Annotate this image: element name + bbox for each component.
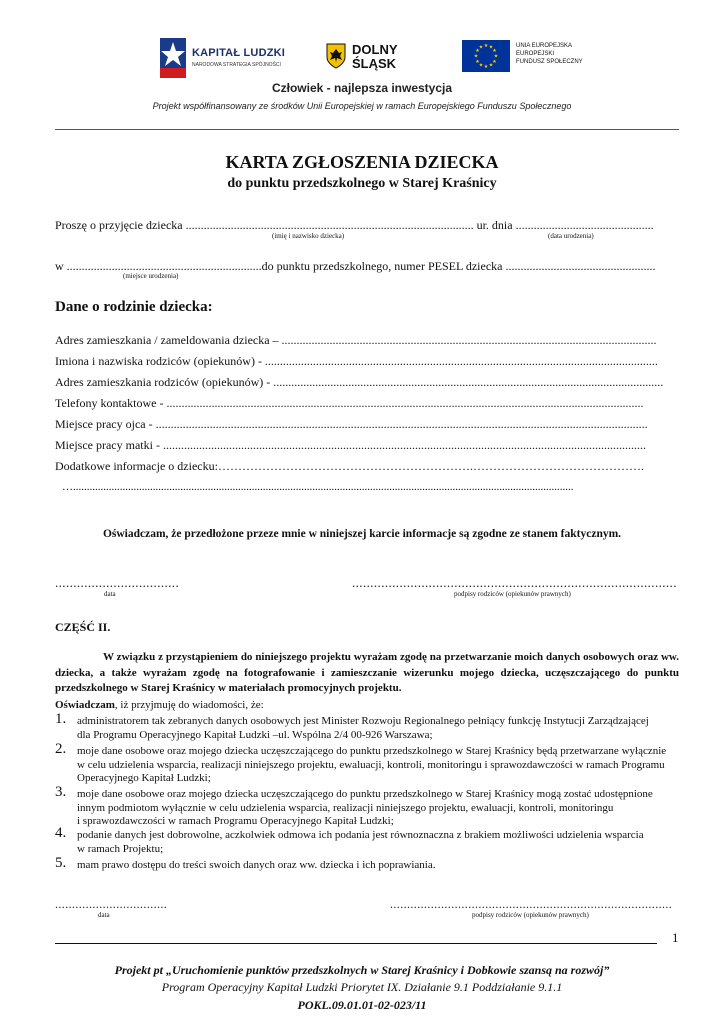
header-divider [55,129,679,130]
dolny-slask-eagle-icon [326,43,346,69]
list-item-number: 3. [55,784,67,800]
svg-text:★: ★ [478,44,484,51]
footer-divider [55,943,657,944]
footer-program: Program Operacyjny Kapitał Ludzki Priorytet IX. Działanie 9.1 Poddziałanie 9.1.1 [161,980,563,994]
list-item-number: 2. [55,741,67,757]
field-father-work[interactable]: Miejsce pracy ojca - .................................................................................................................................................................... [55,417,648,431]
inform-rest: , iż przyjmuję do wiadomości, że: [114,699,264,711]
page-number: 1 [672,930,679,945]
dolny-slask-label: DOLNY ŚLĄSK [352,42,398,71]
date-label-1: data [104,590,116,598]
eu-flag-icon [462,40,510,72]
child-name-field[interactable]: Proszę o przyjęcie dziecka ................................................................................................ ur. dnia .............................................. [55,218,654,232]
family-heading: Dane o rodzinie dziecka: [55,299,213,315]
field-mother-work[interactable]: Miejsce pracy matki - ................................................................................................................................................................. [55,438,646,452]
date-label-2: data [98,911,110,919]
kapital-ludzki-logo [160,38,286,80]
list-item-line: w celu udzielenia wsparcia, realizacji niniejszego projektu, ewaluacji, kontroli, monitoringu i sprawozdawczości w ramach Programu [77,758,665,771]
svg-text:★: ★ [488,44,494,51]
list-item [77,859,677,873]
list-item [77,829,677,856]
hint-birth-date: (data urodzenia) [548,232,594,240]
cofinancing-note: Projekt współfinansowany ze środków Unii Europejskiej w ramach Europejskiego Funduszu Społecznego [152,101,572,111]
eu-label: UNIA EUROPEJSKA EUROPEJSKI FUNDUSZ SPOŁECZNY [516,43,583,65]
document-subtitle: do punktu przedszkolnego w Starej Kraśnicy [227,176,497,191]
date-line-2[interactable]: ................................. [55,897,168,911]
slogan: Człowiek - najlepsza inwestycja [271,81,453,95]
svg-text:★: ★ [488,62,494,69]
signature-line-2[interactable]: ................................................................................... [390,897,673,911]
part-two-heading: CZĘŚĆ II. [55,620,111,634]
consent-text: W związku z przystąpieniem do niniejszego projektu wyrażam zgodę na przetwarzanie moich danych osobowych oraz ww. dziecka, a także wyrażam zgodę na fotografowanie i zamieszczanie wizerunku mojego dziecka, uczęszczającego do punktu przedszkolnego w Starej Kraśnicy w materiałach promocyjnych projektu. [55,651,679,694]
hint-child-name: (imię i nazwisko dziecka) [272,232,345,240]
svg-text:★: ★ [475,48,480,54]
list-item-line: moje dane osobowe oraz mojego dziecka uczęszczającego do punktu przedszkolnego w Starej Kraśnicy mogą zostać udostępnione [77,788,653,800]
list-item-number: 5. [55,855,67,871]
field-phones[interactable]: Telefony kontaktowe - ............................................................................................................................................................... [55,396,644,410]
list-item-line: moje dane osobowe oraz mojego dziecka uczęszczającego do punktu przedszkolnego w Starej Kraśnicy będą przetwarzane wyłącznie [77,745,667,757]
list-item-line: podanie danych jest dobrowolne, aczkolwiek odmowa ich podania jest równoznaczna z brakiem możliwości udzielenia wsparcia [77,829,644,841]
list-item-line: dla Programu Operacyjnego Kapitał Ludzki –ul. Wspólna 2/4 00-926 Warszawa; [77,728,433,741]
date-line-1[interactable]: .................................. [55,575,180,590]
svg-text:★: ★ [475,59,480,65]
field-parents-address[interactable]: Adres zamieszkania rodziców (opiekunów) - .................................................................................................................................. [55,375,664,389]
field-additional-info-cont[interactable]: …...................................................................................................................................................................................... [62,481,574,493]
kapital-ludzki-label: KAPITAŁ LUDZKI [192,47,286,59]
eu-logo [462,38,592,78]
list-item [77,788,677,829]
svg-text:★: ★ [483,64,489,70]
inform-statement [55,699,264,711]
birth-place-pesel-field[interactable]: w .................................................................do punktu przedszkolnego, numer PESEL dziecka .................................................. [55,259,656,273]
signature-line-1[interactable]: ......................................................................................... [352,575,677,590]
kapital-ludzki-star-icon [160,38,186,78]
list-item-number: 4. [55,825,67,841]
svg-text:★: ★ [473,53,479,60]
field-parents-names[interactable]: Imiona i nazwiska rodziców (opiekunów) - ................................................................................................................................... [55,354,658,368]
list-item-line: i sprawozdawczości w ramach Programu Operacyjnego Kapitał Ludzki; [77,815,394,827]
dolny-slask-logo [326,40,416,76]
declaration: Oświadczam, że przedłożone przeze mnie w niniejszej karcie informacje są zgodne ze stanem faktycznym. [102,528,622,540]
svg-text:★: ★ [483,43,489,49]
inform-bold: Oświadczam [55,699,115,711]
list-item [77,715,677,742]
signature-label-1: podpisy rodziców (opiekunów prawnych) [454,590,571,598]
field-child-address[interactable]: Adres zamieszkania / zameldowania dziecka – ............................................................................................................................. [55,333,657,347]
list-item-number: 1. [55,711,67,727]
footer-project-title: Projekt pt „Uruchomienie punktów przedszkolnych w Starej Kraśnicy i Dobkowie szansą na rozwój” [114,963,610,977]
list-item-line: Operacyjnego Kapitał Ludzki; [77,772,211,784]
svg-text:★: ★ [478,62,484,69]
footer-code: POKL.09.01.01-02-023/11 [297,998,427,1012]
list-item-line: innym podmiotom wyłącznie w celu udzielenia wsparcia, realizacji niniejszego projektu, ewaluacji, kontroli, monitoringu [77,801,614,814]
svg-text:★: ★ [492,59,497,65]
svg-text:★: ★ [492,48,497,54]
svg-text:★: ★ [493,53,499,60]
document-title: KARTA ZGŁOSZENIA DZIECKA [225,152,499,172]
kapital-ludzki-sublabel: NARODOWA STRATEGIA SPÓJNOŚCI [192,62,281,68]
list-item-line: w ramach Projektu; [77,842,164,855]
field-additional-info[interactable]: Dodatkowe informacje o dziecku:……………………………………………………….……………………………………. [55,459,644,473]
list-item [77,745,677,786]
list-item-line: administratorem tak zebranych danych osobowych jest Minister Rozwoju Regionalnego pełniący funkcję Instytucji Zarządzającej [77,715,649,727]
signature-label-2: podpisy rodziców (opiekunów prawnych) [472,911,589,919]
hint-birth-place: (miejsce urodzenia) [123,272,179,280]
list-item-line: mam prawo dostępu do treści swoich danych oraz ww. dziecka i ich poprawiania. [77,859,436,871]
